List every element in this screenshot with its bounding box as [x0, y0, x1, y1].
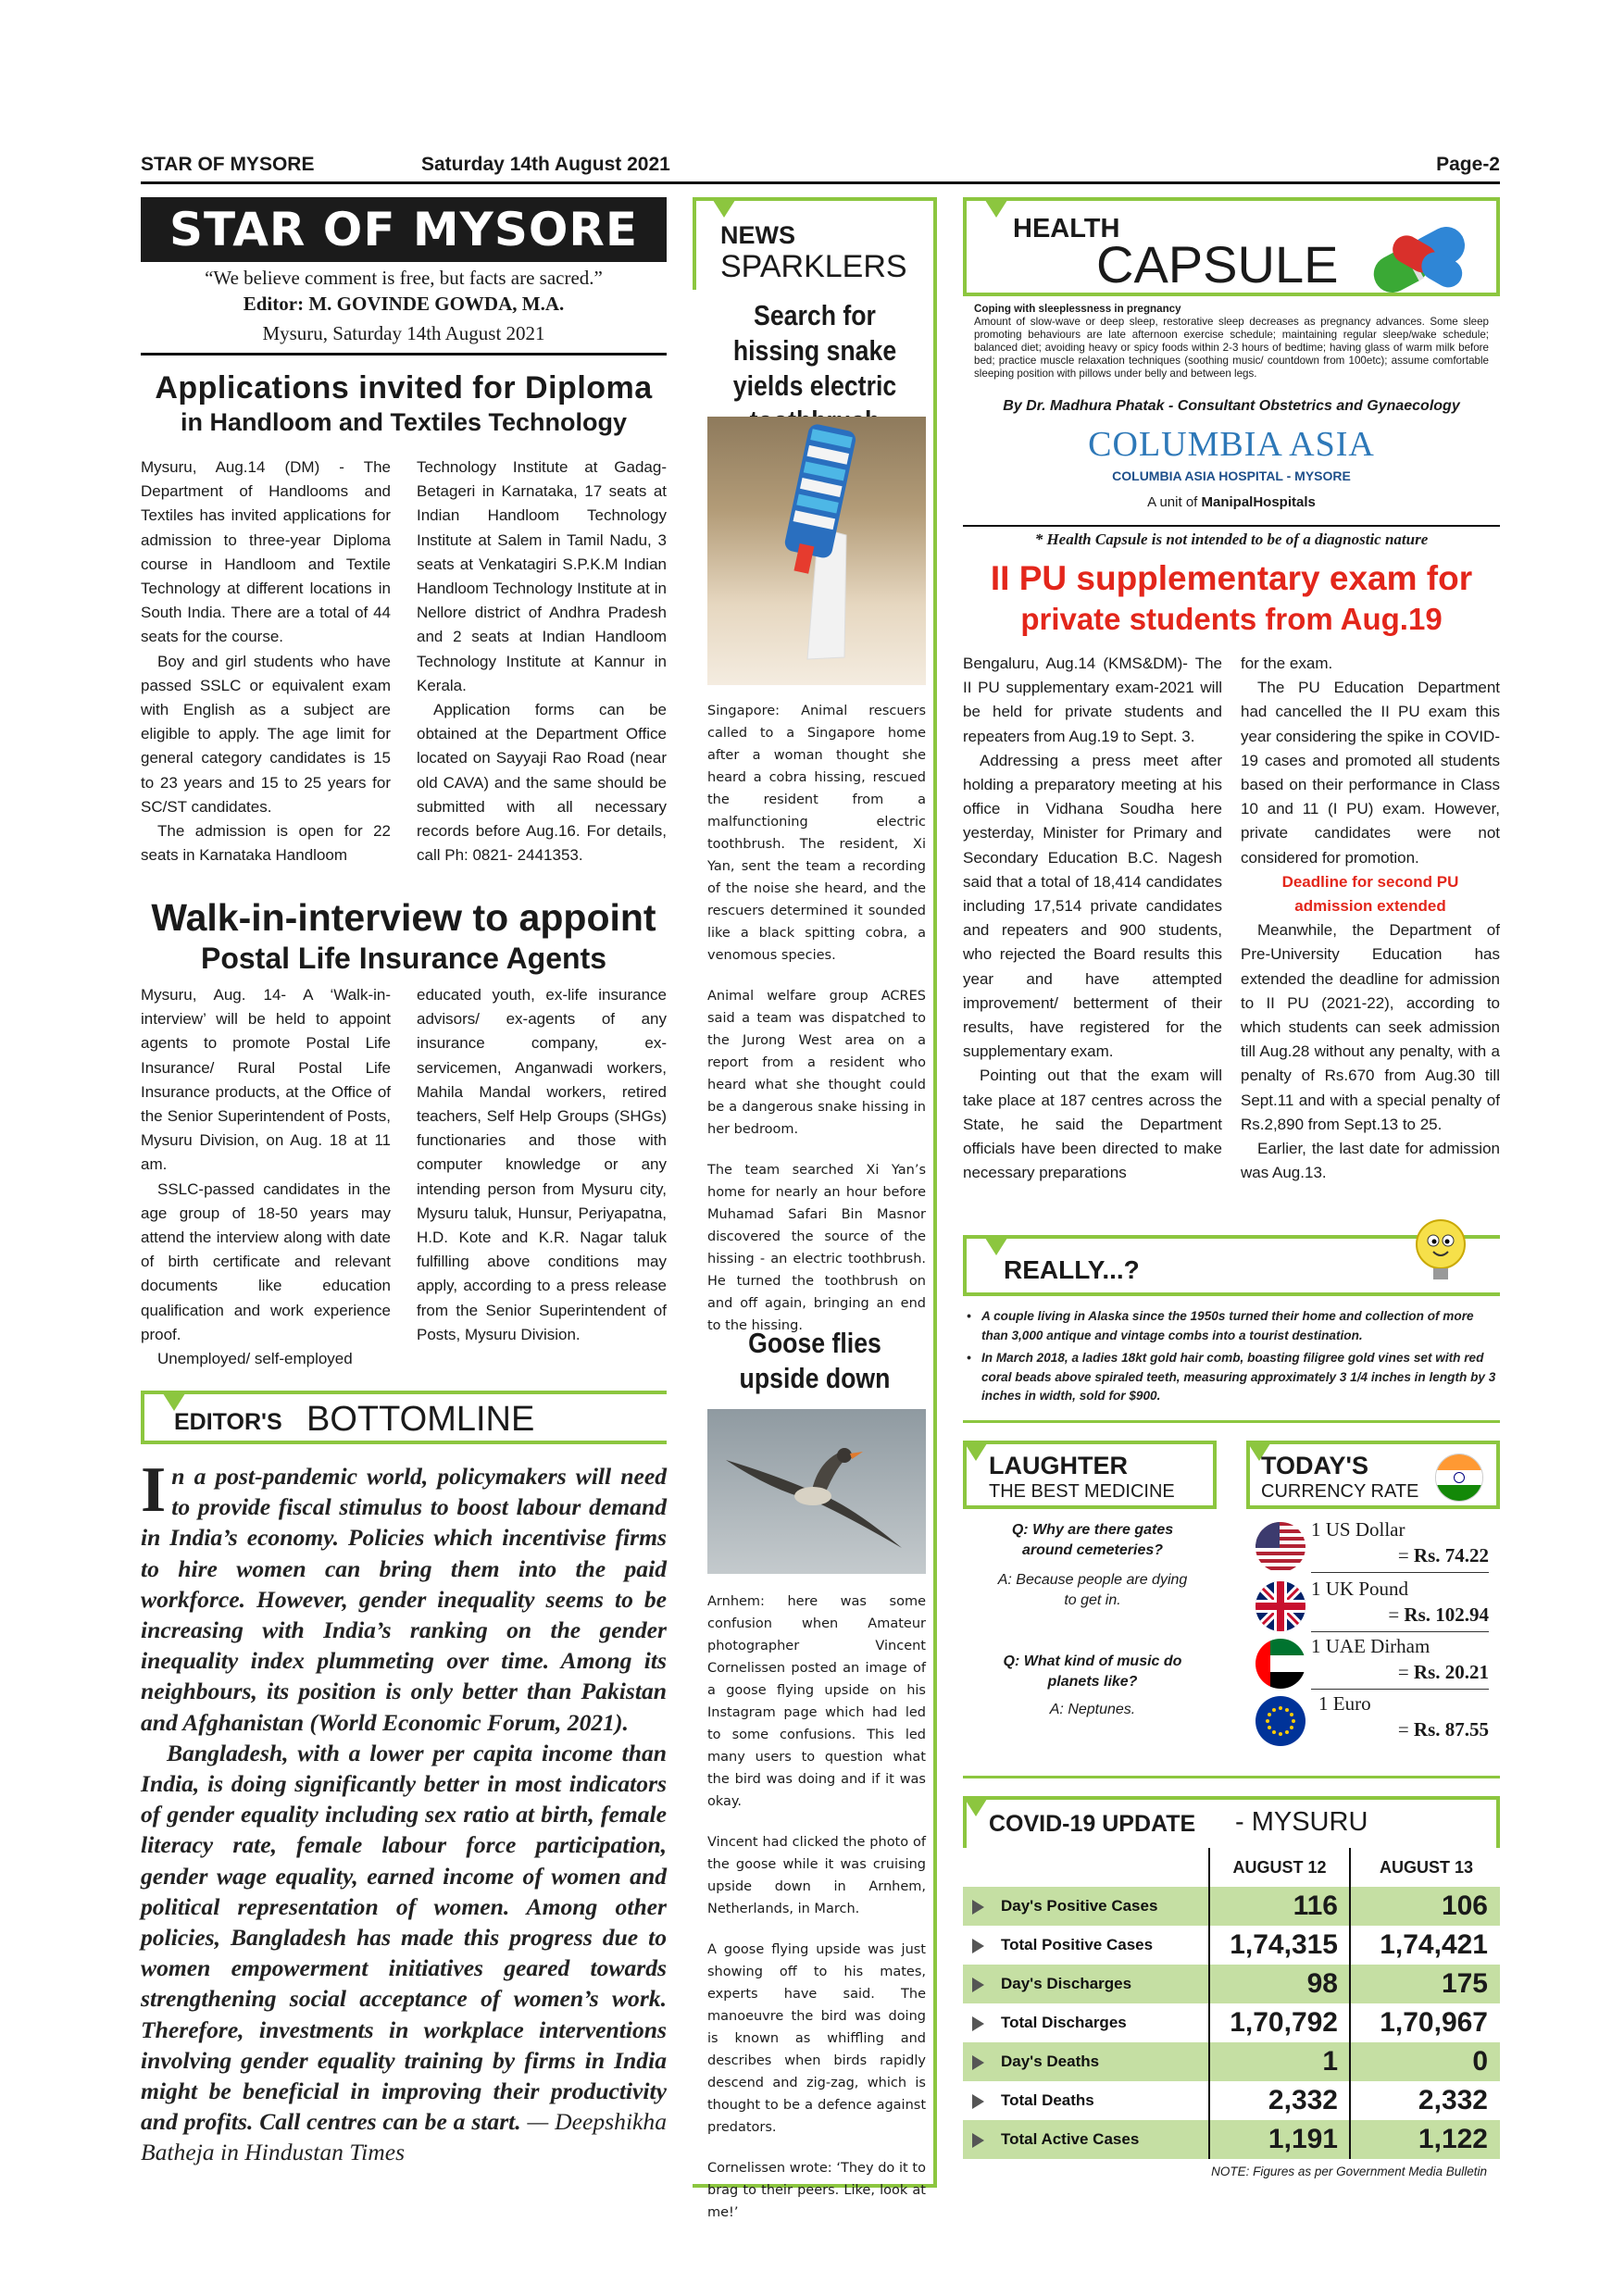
covid-row: [963, 2081, 1500, 2120]
capsule-icon: [1355, 208, 1494, 301]
covid-col-divider: [1208, 1887, 1210, 2159]
puexam-para: for the exam.: [1241, 655, 1333, 672]
really-label-marker: [983, 1235, 1009, 1255]
health-tip-text: Amount of slow-wave or deep sleep, restorative sleep decreases as pregnancy advances. Some sleep promoting behaviours are late afternoon exercise schedule; maintaining regular sleep/wake schedule; balanced diet; avoiding heavy or spicy foods within 2-3 hours of bedtime; having glass of warm milk before bed; practice muscle relaxation techniques (soothing music/ countdown from 100etc); assume comfortable sleeping position with pillows under belly and between legs.: [974, 316, 1489, 380]
covid-row-label: Day's Discharges: [1001, 1975, 1132, 1992]
laughter-label-marker: [963, 1441, 989, 1461]
news-story2-title: Goose flies upside down: [739, 1327, 891, 1394]
covid-table: [963, 1848, 1500, 2190]
news-label-box: [693, 197, 937, 290]
puexam-para: The PU Education Department had cancelled the II PU exam this year considering the spike in COVID-19 cases and promoted all students based on their performance in Class 10 and 11 (I PU) exam. However, private candidates were not considered for promotion.: [1241, 679, 1500, 867]
laughter-label-box: [963, 1441, 1217, 1509]
covid-label-box: [963, 1796, 1500, 1848]
covid-label-bold: COVID-19 UPDATE: [989, 1811, 1196, 1837]
health-label-light: CAPSULE: [1096, 235, 1339, 293]
news-story2-para: Cornelissen wrote: ‘They do it to brag to their peers. Like, look at me!’: [707, 2161, 926, 2220]
diploma-para: Application forms can be obtained at the Department Office located on Sayyaji Rao Road (near old CAVA) and the same should be submitted with all necessary records before Aug.16. For details, call Ph: 0821- 2441353.: [417, 701, 667, 865]
masthead-logo: [141, 197, 667, 262]
covid-value-a: 116: [1293, 1890, 1338, 1921]
covid-row-label: Total Active Cases: [1001, 2130, 1140, 2148]
masthead-editor: Editor: M. GOVINDE GOWDA, M.A.: [243, 293, 565, 315]
currency-eq: =: [1397, 1718, 1414, 1741]
uk-flag-icon: [1255, 1581, 1305, 1631]
covid-value-b: 0: [1472, 2046, 1488, 2077]
walkin-title-line1: Walk-in-interview to appoint: [151, 896, 656, 939]
puexam-para: Earlier, the last date for admission was Aug.13.: [1241, 1140, 1500, 1182]
editor-drop-cap: I: [141, 1454, 167, 1526]
covid-row-label: Total Positive Cases: [1001, 1936, 1154, 1953]
editor-para-2: [141, 1738, 667, 2168]
covid-col-divider: [1349, 1887, 1351, 2159]
laughter-jokes: [991, 1520, 1194, 1720]
columbia-asia-logo: COLUMBIA ASIA: [1088, 425, 1375, 464]
health-label-marker: [983, 197, 1009, 218]
covid-value-a: 1: [1322, 2046, 1338, 2077]
chevron-right-icon: [972, 1978, 984, 1992]
diploma-para: The admission is open for 22 seats in Karnataka Handloom: [141, 822, 391, 865]
laughter-a2: A: Neptunes.: [1049, 1702, 1136, 1717]
header-date: Saturday 14th August 2021: [421, 154, 670, 175]
editor-credit: — Deepshikha Batheja in Hindustan Times: [141, 2108, 668, 2166]
currency-eq: =: [1397, 1661, 1414, 1683]
covid-row: [963, 1926, 1500, 1965]
editor-label-box: [141, 1391, 667, 1444]
currency-sub: CURRENCY RATE: [1261, 1481, 1419, 1502]
covid-label-light: - MYSURU: [1235, 1807, 1368, 1837]
currency-rule: [963, 1776, 1500, 1778]
us-flag-icon: [1255, 1522, 1305, 1572]
covid-row-label: Day's Deaths: [1001, 2053, 1100, 2070]
puexam-column-2: [1241, 652, 1500, 1185]
news-story2-para: Vincent had clicked the photo of the goose while it was cruising upside down in Arnhem, Netherlands, in March.: [707, 1835, 926, 1916]
news-story1-para: Singapore: Animal rescuers called to a Singapore home after a woman thought she heard a cobra hissing, rescued the resident from a malfunctioning electric toothbrush. The resident, Xi Yan, sent the team a recording of the noise she heard, and the rescuers determined it sounded like a black spitting cobra, a venomous species.: [707, 704, 926, 963]
puexam-subhead: Deadline for second PU admission extended: [1281, 872, 1459, 916]
diploma-column-2: [417, 455, 667, 867]
puexam-para: Bengaluru, Aug.14 (KMS&DM)- The II PU supplementary exam-2021 will be held for private students and repeaters from Aug.19 to Sept. 3.: [963, 655, 1222, 745]
currency-name: 1 UK Pound: [1311, 1578, 1409, 1600]
header-paper-name: STAR OF MYSORE: [141, 154, 315, 175]
masthead-rule: [141, 353, 667, 356]
covid-value-a: 98: [1306, 1968, 1338, 1999]
health-hospital: COLUMBIA ASIA HOSPITAL - MYSORE: [1112, 468, 1351, 483]
lightbulb-icon: [1404, 1215, 1478, 1287]
health-unit-name: ManipalHospitals: [1201, 494, 1316, 510]
covid-col-header-a: AUGUST 12: [1208, 1848, 1349, 1887]
news-story2-para: Arnhem: here was some confusion when Amateur photographer Vincent Cornelissen posted an image of a goose flying upside on his Instagram page which had led to some confusions. This led many users to question what the bird was doing and if it was okay.: [707, 1594, 926, 1809]
toothbrush-icon: [707, 417, 926, 685]
diploma-title-line2: in Handloom and Textiles Technology: [180, 408, 628, 436]
currency-value: Rs. 74.22: [1413, 1544, 1489, 1566]
puexam-para: Addressing a press meet after holding a preparatory meeting at his office in Vidhana Soudha here yesterday, Minister for Primary and Secondary Education B.C. Nagesh said that a total of 18,414 candidates including 17,514 private candidates and repeaters and 900 students, who rejected the Board results this year and have attempted improvement/ betterment of their results, have registered for the supplementary exam.: [963, 751, 1222, 1061]
covid-row-label: Total Discharges: [1001, 2014, 1127, 2031]
news-story1-body: [707, 700, 926, 1355]
currency-value: Rs. 20.21: [1413, 1661, 1489, 1683]
uae-flag-icon: [1255, 1639, 1305, 1689]
currency-value-row: [1398, 1661, 1489, 1684]
covid-value-a: 1,74,315: [1230, 1929, 1338, 1960]
health-tip: [974, 303, 1489, 381]
walkin-para: educated youth, ex-life insurance advisors/ ex-agents of any insurance company, ex-servicemen, Anganwadi workers, Mahila Mandal workers, retired teachers, Self Help Groups (SHGs) functionaries and those with computer knowledge or any intending person from Mysuru city, Mysuru taluk, Hunsur, Periyapatna, H.D. Kote and K.R. Nagar taluk fulfilling above conditions may apply, according to a press release from the Senior Superintendent of Posts, Mysuru Division.: [417, 986, 667, 1343]
editor-label-marker: [161, 1391, 187, 1411]
currency-name: 1 US Dollar: [1311, 1518, 1405, 1541]
currency-rates: [1246, 1518, 1500, 1759]
walkin-para: SSLC-passed candidates in the age group of 18-50 years may attend the interview along with date of birth certificate and relevant documents like education qualification and work experience proof.: [141, 1179, 391, 1343]
really-list: [963, 1307, 1500, 1406]
diploma-column-1: [141, 455, 391, 867]
covid-note: NOTE: Figures as per Government Media Bulletin: [1211, 2165, 1487, 2178]
covid-value-a: 1,70,792: [1230, 2007, 1338, 2038]
goose-icon: [707, 1409, 926, 1574]
health-disclaimer: * Health Capsule is not intended to be of a diagnostic nature: [963, 525, 1500, 549]
covid-row-label: Total Deaths: [1001, 2091, 1094, 2109]
puexam-headline: [963, 559, 1500, 637]
chevron-right-icon: [972, 1939, 984, 1953]
health-label-bold: HEALTH: [1013, 214, 1120, 243]
currency-name: 1 Euro: [1318, 1692, 1371, 1715]
chevron-right-icon: [972, 2016, 984, 2031]
india-flag-icon: [1435, 1454, 1483, 1502]
editor-para-2-text: Bangladesh, with a lower per capita income than India, is doing significantly better in most indicators of gender equality including sex ratio at birth, female literacy rate, female labour force participation, gender wage equality, earned income of women and political representation of women. Among other policies, Bangladesh has made this progress due to women empowerment initiatives geared towards strengthening social acceptance of women’s work. Therefore, investments in workplace interventions involving gender equality training by firms in India might be beneficial in improving their productivity and profits. Call centres can be a start.: [141, 1739, 667, 2136]
health-label-box: [963, 197, 1500, 296]
currency-value: Rs. 102.94: [1404, 1603, 1489, 1626]
covid-row: [963, 2042, 1500, 2081]
covid-value-b: 1,74,421: [1380, 1929, 1488, 1960]
masthead-dateline: Mysuru, Saturday 14th August 2021: [262, 322, 545, 344]
currency-eq: =: [1397, 1544, 1414, 1566]
health-byline: By Dr. Madhura Phatak - Consultant Obstetrics and Gynaecology: [1003, 398, 1460, 414]
laughter-q1: Q: Why are there gates around cemeteries?: [1011, 1522, 1174, 1558]
currency-divider: [1311, 1572, 1489, 1573]
eu-flag-icon: [1255, 1696, 1305, 1746]
health-unit: [963, 494, 1500, 510]
editor-label-light: BOTTOMLINE: [306, 1400, 535, 1439]
currency-eq: =: [1388, 1603, 1405, 1626]
really-item-text: A couple living in Alaska since the 1950s turned their home and collection of more than 3,000 antique and vintage combs into a tourist destination.: [981, 1309, 1474, 1342]
currency-value-row: [1388, 1603, 1489, 1627]
walkin-title-line2: Postal Life Insurance Agents: [200, 942, 607, 975]
really-item: • In March 2018, a ladies 18kt gold hair comb, boasting filigree gold vines set with red coral beads above spiraled teeth, measuring approximately 3 1/4 inches in length by 3 inches in width, sold for $900.: [967, 1351, 1496, 1403]
laughter-label: LAUGHTER: [989, 1452, 1128, 1479]
really-rule: [963, 1420, 1500, 1423]
puexam-title-line2: private students from Aug.19: [1020, 602, 1443, 636]
covid-label-marker: [963, 1796, 989, 1816]
editor-para-1: [141, 1454, 667, 1738]
news-label-marker: [711, 197, 737, 218]
covid-value-b: 106: [1441, 1890, 1488, 1921]
currency-value-row: [1398, 1544, 1489, 1567]
chevron-right-icon: [972, 1900, 984, 1915]
currency-name: 1 UAE Dirham: [1311, 1635, 1430, 1657]
editor-para-1-text: n a post-pandemic world, policymakers will need to provide fiscal stimulus to boost labour demand in India’s economy. Policies which incentivise firms to hire women can bring them into the paid workforce. However, gender inequality seems to be increasing with India’s ranking on the gender inequality index plummeting over time. Among its neighbours, its position is only better than Pakistan and Afghanistan (World Economic Forum, 2021).: [141, 1463, 667, 1736]
health-tip-title: Coping with sleeplessness in pregnancy: [974, 303, 1181, 315]
chevron-right-icon: [972, 2133, 984, 2148]
editor-label-bold: EDITOR'S: [174, 1409, 282, 1435]
puexam-title-line1: II PU supplementary exam for: [990, 559, 1473, 597]
currency-divider: [1311, 1631, 1489, 1632]
currency-label-box: [1246, 1441, 1500, 1509]
walkin-column-2: [417, 983, 667, 1347]
laughter-sub: THE BEST MEDICINE: [989, 1481, 1175, 1502]
diploma-para: Mysuru, Aug.14 (DM) - The Department of Handlooms and Textiles has invited applications for admission to three-year Diploma course in Handloom and Textile Technology at different locations in South India. There are a total of 44 seats for the course.: [141, 458, 391, 646]
page-header: [141, 154, 1500, 184]
walkin-para: Unemployed/ self-employed: [157, 1350, 353, 1368]
puexam-para: Meanwhile, the Department of Pre-University Education has extended the deadline for admission to II PU (2021-22), according to which students can seek admission till Aug.28 without any penalty, with a penalty of Rs.670 from Aug.30 till Sept.11 and with a special penalty of Rs.2,890 from Sept.13 to 25.: [1241, 921, 1500, 1133]
news-label-light: SPARKLERS: [720, 249, 907, 284]
diploma-headline: [141, 370, 667, 437]
covid-row: [963, 2003, 1500, 2042]
covid-value-b: 2,332: [1418, 2085, 1488, 2115]
really-label: REALLY...?: [1004, 1255, 1140, 1284]
walkin-headline: [141, 896, 667, 976]
puexam-para: Pointing out that the exam will take place at 187 centres across the State, he said the Department officials have been directed to make necessary preparations: [963, 1067, 1222, 1182]
diploma-title-line1: Applications invited for Diploma: [155, 370, 653, 406]
puexam-column-1: [963, 652, 1222, 1185]
news-story2-para: A goose flying upside was just showing off to his mates, experts have said. The manoeuvre the bird was doing is known as whiffling and describes when birds rapidly descend and zig-zag, which is thought to be a defence against predators.: [707, 1942, 926, 2135]
covid-value-b: 175: [1441, 1968, 1488, 1999]
news-label-bold: NEWS: [720, 221, 795, 249]
masthead-motto: “We believe comment is free, but facts are sacred.”: [205, 267, 603, 289]
really-item-text: In March 2018, a ladies 18kt gold hair comb, boasting filigree gold vines set with red coral beads above spiraled teeth, measuring approximately 3 1/4 inches in length by 3 inches in width, sold for $900.: [981, 1351, 1496, 1403]
news-story1-title: Search for hissing snake yields electric: [732, 299, 897, 402]
news-story1-para: The team searched Xi Yan’s home for nearly an hour before Muhamad Safari Bin Masnor discovered the source of the hissing - an electric toothbrush. He turned the toothbrush on and off again, bringing an end to the hissing.: [707, 1163, 926, 1333]
currency-label: TODAY'S: [1261, 1452, 1368, 1479]
covid-row: [963, 1965, 1500, 2003]
covid-row: [963, 2120, 1500, 2159]
covid-value-b: 1,70,967: [1380, 2007, 1488, 2038]
chevron-right-icon: [972, 2055, 984, 2070]
health-unit-prefix: A unit of: [1147, 494, 1202, 510]
diploma-para: Technology Institute at Gadag-Betageri in Karnataka, 17 seats at Indian Handloom Technology Institute at Salem in Tamil Nadu, 3 seats at Venkatagiri S.P.K.M Indian Handloom Technology Institute at in Nellore district of Andhra Pradesh and 2 seats at Indian Handloom Technology Institute at Kannur in Kerala.: [417, 458, 667, 694]
currency-divider: [1311, 1689, 1489, 1690]
news-story1-para: Animal welfare group ACRES said a team was dispatched to the Jurong West area on a report from a resident who heard what she thought could be a dangerous snake hissing in her bedroom.: [707, 989, 926, 1137]
covid-value-b: 1,122: [1418, 2124, 1488, 2154]
masthead-logo-text: STAR OF MYSORE: [169, 203, 639, 256]
laughter-a1: A: Because people are dying to get in.: [997, 1572, 1188, 1608]
currency-value-row: [1398, 1718, 1489, 1741]
walkin-column-1: [141, 983, 391, 1371]
toothbrush-photo: [707, 417, 926, 685]
covid-value-a: 1,191: [1268, 2124, 1338, 2154]
really-item: • A couple living in Alaska since the 1950s turned their home and collection of more than 3,000 antique and vintage combs into a tourist destination.: [967, 1309, 1474, 1342]
currency-value: Rs. 87.55: [1413, 1718, 1489, 1741]
diploma-para: Boy and girl students who have passed SSLC or equivalent exam with English as a subject are eligible to apply. The age limit for general category candidates is 15 to 23 years and 15 to 25 years for SC/ST candidates.: [141, 652, 391, 816]
covid-col-header-b: AUGUST 13: [1349, 1848, 1502, 1887]
news-story2-body: [707, 1591, 926, 2242]
really-label-box: [963, 1235, 1500, 1296]
covid-row: [963, 1887, 1500, 1926]
header-page-number: Page-2: [1436, 154, 1500, 175]
covid-row-label: Day's Positive Cases: [1001, 1897, 1158, 1915]
editor-body: [141, 1454, 668, 2168]
covid-value-a: 2,332: [1268, 2085, 1338, 2115]
walkin-para: Mysuru, Aug. 14- A ‘Walk-in-interview’ will be held to appoint agents to promote Postal Life Insurance/ Rural Postal Life Insurance products, at the Office of the Senior Superintendent of Posts, Mysuru Division, on Aug. 18 at 11 am.: [141, 986, 391, 1174]
laughter-q2: Q: What kind of music do planets like?: [1003, 1653, 1182, 1690]
chevron-right-icon: [972, 2094, 984, 2109]
goose-photo: [707, 1409, 926, 1574]
